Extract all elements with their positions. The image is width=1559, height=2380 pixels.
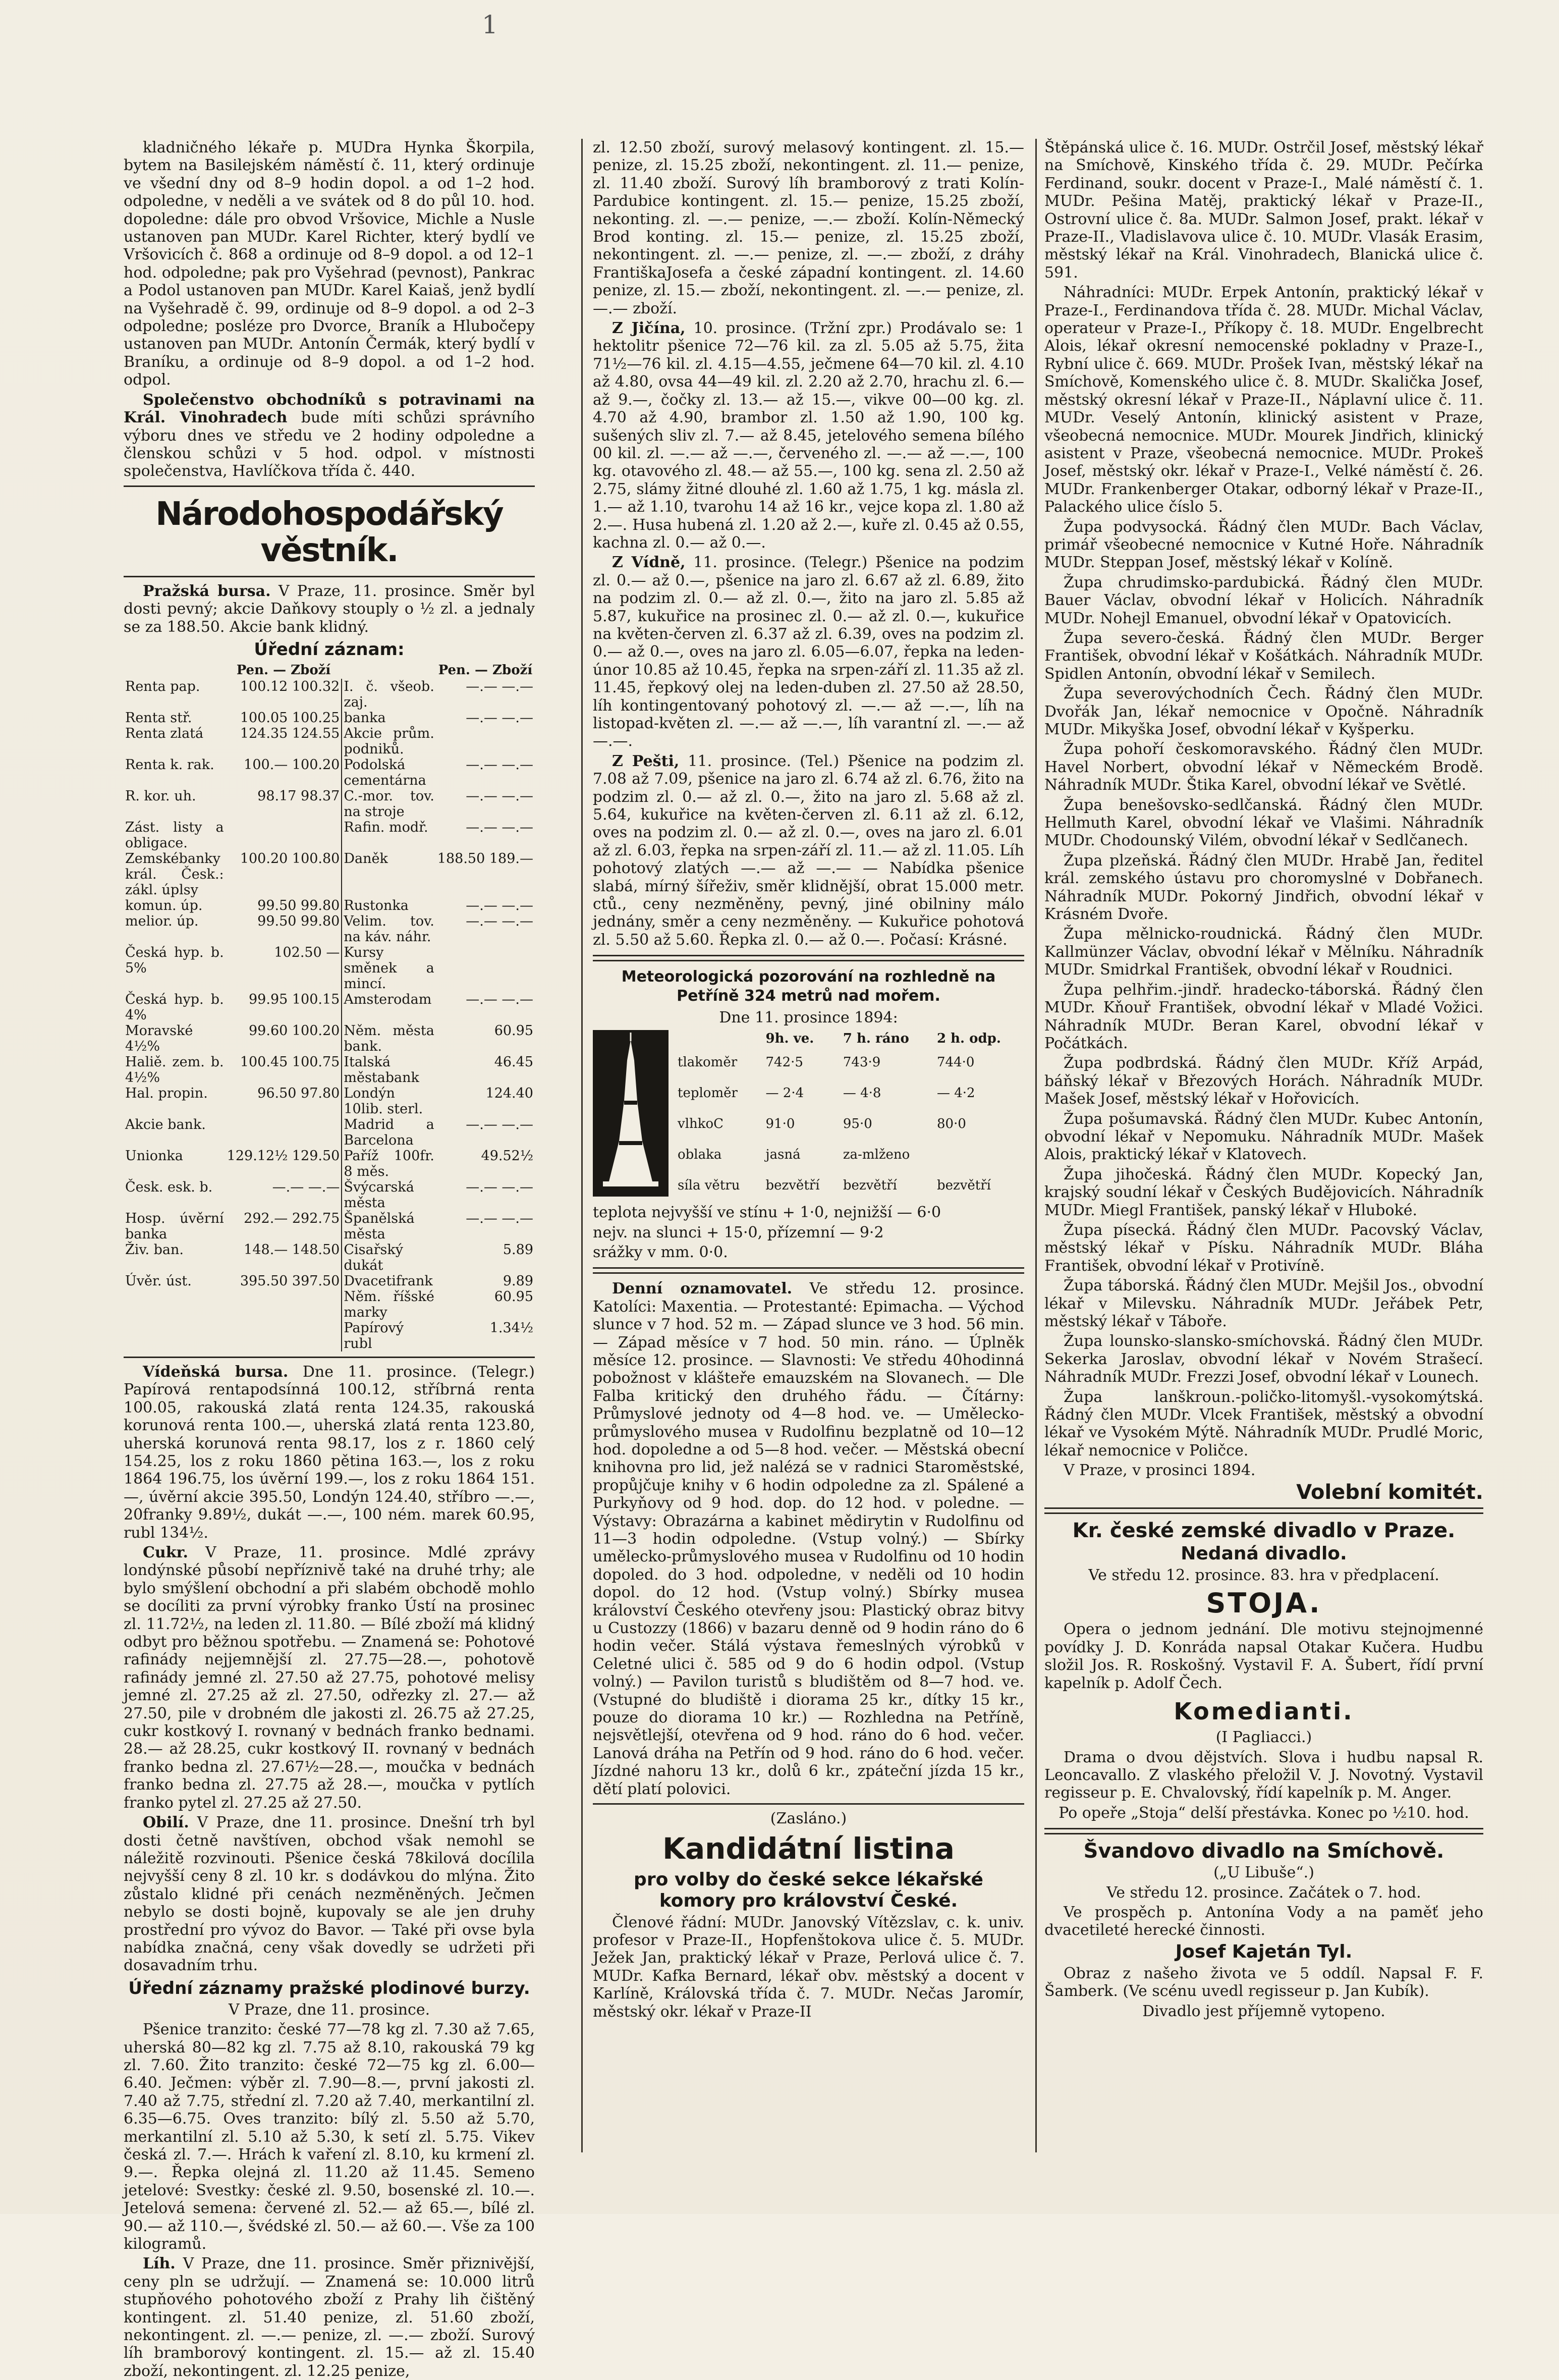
- paragraph: [124, 1814, 535, 1975]
- rate-value-right: —.— —.—: [466, 1210, 533, 1226]
- paragraph: Župa pelhřim.-jindř. hradecko-táborská. Řádný člen MUDr. Kňouř František, obvodní lékař v Mladé Vožici. Náhradník MUDr. Beran Karel, obvodní lékař v Počátkách.: [1044, 981, 1483, 1052]
- rate-label-right: Rustonka: [344, 897, 409, 913]
- rate-value-right: 1.34½: [489, 1320, 533, 1336]
- table-row: [124, 992, 535, 1023]
- rate-value-left: [226, 820, 342, 851]
- table-row: [124, 1289, 535, 1320]
- paragraph: Župa táborská. Řádný člen MUDr. Mejšil Jos., obvodní lékař v Milevsku. Náhradník MUDr. Jeřábek Petr, městský lékař v Táboře.: [1044, 1277, 1483, 1330]
- rate-label-left: Česká hyp. b. 5%: [125, 944, 224, 976]
- rate-value-left: 292.— 292.75: [226, 1211, 342, 1242]
- lead-text: Obilí.: [143, 1814, 189, 1832]
- rate-value-right: 9.89: [503, 1273, 533, 1289]
- table-row: [124, 788, 535, 820]
- show-title: Josef Kajetán Tyl.: [1175, 1941, 1353, 1962]
- paragraph: [593, 319, 1024, 552]
- paragraph: Náhradníci: MUDr. Erpek Antonín, praktický lékař v Praze-I., Ferdinandova třída č. 28. MUDr. Michal Václav, operateur v Praze-I., Příkopy č. 18. MUDr. Engelbrecht Alois, lékař okresní nemocenské pokladny v Praze-I., Rybní ulice č. 669. MUDr. Prošek Ivan, městský lékař na Smíchově, Komenského ulice č. 8. MUDr. Skalička Josef, městský okresní lékař v Praze-II., Náplavní ulice č. 11. MUDr. Veselý Antonín, klinický asistent v Praze, všeobecná nemocnice. MUDr. Mourek Jindřich, klinický asistent v Praze, všeobecná nemocnice. MUDr. Prokeš Josef, městský okr. lékař v Praze-I., Velké náměstí č. 26. MUDr. Frankenberger Otakar, odborný lékař v Praze-II., Palackého ulice číslo 5.: [1044, 284, 1483, 516]
- theatre-note: Po opeře „Stoja“ delší přestávka. Konec po ½10. hod.: [1059, 1804, 1469, 1822]
- lead-text: Cukr.: [143, 1544, 188, 1561]
- divider: [124, 485, 535, 487]
- paragraph: [124, 2255, 535, 2380]
- theatre-note: Divadlo jest příjemně vytopeno.: [1142, 2002, 1385, 2020]
- rate-label-left: Hosp. úvěrní banka: [125, 1210, 224, 1242]
- paragraph: Župa plzeňská. Řádný člen MUDr. Hrabě Jan, ředitel král. zemského ústavu pro choromyslné v Dobřanech. Náhradník MUDr. Pokorný Jindřich, obvodní lékař v Krásném Dvoře.: [1044, 851, 1483, 924]
- show-title: Komedianti.: [1174, 1698, 1354, 1725]
- meteo-value: bezvětří: [843, 1177, 897, 1193]
- column-2: [593, 139, 1024, 2152]
- rate-value-left: 100.— 100.20: [226, 757, 342, 788]
- rate-value-left: 100.12 100.32: [226, 679, 342, 710]
- rate-label-right: Paříž 100fr. 8 měs.: [344, 1148, 434, 1179]
- rate-value-left: [226, 1117, 342, 1148]
- column-1: [124, 139, 535, 2380]
- meteo-block: [593, 1030, 1024, 1201]
- body-text: 10. prosince. (Tržní zpr.) Prodávalo se: 1 hektolitr pšenice 72—76 kil. za zl. 5.05 až 5.75, žita 71½—76 kil. zl. 4.15—4.55, ječmene 64—70 kil. zl. 4.10 až 4.80, ovsa 44—49 kil. zl. 2.20 až 2.70, hrachu zl. 6.— až 9.—, čočky zl. 13.— až 15.—, vikve 00—00 kg. zl. 4.70 až 4.90, brambor zl. 1.50 až 1.90, 100 kg. sušených sliv zl. 7.— až 8.45, jetelového semena bílého 00 kil. zl. —.— až —.—, červeného zl. —.— až —.—, 100 kg. otavového zl. 48.— až 55.—, 100 kg. sena zl. 2.50 až 2.75, slámy žitné dlouhé zl. 1.60 až 1.75, 1 kg. másla zl. 1.— až 1.10, tvarohu 14 až 16 kr., vejce kopa zl. 1.80 až 2.—. Husa hubená zl. 1.20 až 2.—, kuře zl. 0.45 až 0.55, kachna zl. 0.— až 0.—.: [593, 319, 1024, 552]
- paragraph: Župa lounsko-slansko-smíchovská. Řádný člen MUDr. Sekerka Jaroslav, obvodní lékař v Novém Strašecí. Náhradník MUDr. Frezzi Josef, obvodní lékař v Lounech.: [1044, 1332, 1483, 1386]
- rate-label-right: Akcie prům. podniků.: [344, 725, 434, 757]
- theatre-date: Ve středu 12. prosince. Začátek o 7. hod.: [1106, 1883, 1421, 1902]
- rate-value-right: 46.45: [494, 1054, 533, 1070]
- rate-value-left: 129.12½ 129.50: [226, 1148, 342, 1179]
- table-row: [124, 679, 535, 710]
- meteo-column-header: 9h. ve.: [765, 1031, 814, 1046]
- show-subtitle: (I Pagliacci.): [1215, 1728, 1312, 1747]
- meteo-row-label: tlakoměr: [678, 1055, 738, 1070]
- meteo-row: [675, 1139, 1024, 1170]
- rate-value-right: 124.40: [485, 1085, 533, 1101]
- rate-label-left: Renta k. rak.: [125, 756, 214, 773]
- rate-value-left: 100.20 100.80: [226, 851, 342, 898]
- table-row: [124, 1117, 535, 1148]
- meteo-body: [675, 1047, 1024, 1201]
- rate-label-right: Něm. města bank.: [344, 1022, 434, 1054]
- meteo-value: bezvětří: [765, 1177, 820, 1193]
- theatre-title: Švandovo divadlo na Smíchově.: [1083, 1840, 1444, 1863]
- meteo-value: za-mlženo: [843, 1147, 910, 1162]
- paragraph: [593, 1280, 1024, 1798]
- lead-text: Z Pešti,: [612, 752, 680, 770]
- divider: [1044, 1828, 1483, 1834]
- rate-value-left: 148.— 148.50: [226, 1242, 342, 1273]
- meteo-row: [675, 1047, 1024, 1078]
- meteo-column-header: 2 h. odp.: [936, 1031, 1001, 1046]
- theatre-date: Ve středu 12. prosince. 83. hra v předplacení.: [1088, 1566, 1439, 1585]
- meteo-value: 95·0: [843, 1116, 872, 1131]
- table-header-row: [124, 662, 535, 679]
- rate-label-right: Něm. říšské marky: [344, 1288, 434, 1320]
- rate-value-right: —.— —.—: [466, 819, 533, 835]
- rate-label-left: Haliě. zem. b. 4½%: [125, 1054, 224, 1086]
- rates-body: [124, 679, 535, 1351]
- rate-value-right: [436, 945, 535, 992]
- rate-label-right: Italská městabank: [344, 1054, 419, 1086]
- rate-label-right: Rafin. modř.: [344, 819, 428, 835]
- table-row: [124, 1179, 535, 1211]
- divider: [1044, 1507, 1483, 1514]
- body-text: Ve středu 12. prosince. Katolíci: Maxentia. — Protestanté: Epimacha. — Východ slunce v 7 hod. 52 m. — Západ slunce ve 3 hod. 56 min. — Západ měsíce v 7 hod. 50 min. ráno. — Úplněk měsíce 12. prosince. — Slavnosti: Ve středu 40hodinná pobožnost v klášteře emauzském na Slovanech. — Dle Falba kritický den druhého řádu. — Čítárny: Průmyslové jednoty od 4—8 hod. ve. — Umělecko-průmyslového musea v Rudolfinu bezplatně od 10—12 hod. dopoledne a od 5—8 hod. večer. — Městská obecní knihovna pro lid, jež nalézá se v radnici Staroměstské, propůjčuje knihy v 6 hodin odpoledne za zl. Spálené a Purkyňovy od 9 hod. dop. do 12 hod. v poledne. — Výstavy: Obrazárna a kabinet mědirytin v Rudolfinu od 11—3 hodin odpoledne. (Vstup volný.) — Sbírky umělecko-průmyslového musea v Rudolfinu od 10 hodin dopoled. do 3 hod. odpoledne, v neděli od 10 hodin dopol. do 12 hod. (Vstup volný.) Sbírky musea království Českého otevřeny jsou: Plastický obraz bitvy u Custozzy (1866) v bazaru denně od 9 hodin ráno do 6 hodin večer. Stálá výstava řemeslných výrobků v Celetné ulici č. 585 od 9 do 6 hodin odpol. (Vstup volný.) — Pavilon turistů s bludištěm od 8—7 hod. ve. (Vstupné do bludiště i diorama 25 kr., dítky 15 kr., pouze do diorama 10 kr.) — Rozhledna na Petříně, nejsvětlejší, otevřena od 9 hod. ráno do 6 hod. večer. Lanová dráha na Petřín od 9 hod. ráno do 6 hod. večer. Jízdné nahoru 13 kr., dolů 6 kr., zpáteční jízda 15 kr., dětí platí polovici.: [593, 1280, 1024, 1798]
- rate-label-left: Zemskébanky král. Česk.: zákl. úplsy: [125, 850, 224, 898]
- paragraph: Župa chrudimsko-pardubická. Řádný člen MUDr. Bauer Václav, obvodní lékař v Holicích. Náhradník MUDr. Nohejl Emanuel, obvodní lékař v Opatovicích.: [1044, 573, 1483, 627]
- lead-text: Z Vídně,: [612, 554, 686, 572]
- rate-value-left: 395.50 397.50: [226, 1273, 342, 1289]
- rate-label-left: melior. úp.: [125, 913, 199, 929]
- dateline: V Praze, dne 11. prosince.: [228, 2000, 430, 2019]
- rate-label-left: Česká hyp. b. 4%: [125, 991, 224, 1023]
- paragraph: [124, 582, 535, 636]
- rate-value-right: [436, 726, 535, 757]
- rate-label-right: Papírový rubl: [344, 1320, 404, 1351]
- lead-text: Denní oznamovatel.: [612, 1280, 793, 1298]
- rate-value-left: 98.17 98.37: [226, 788, 342, 820]
- paragraph: kladničného lékaře p. MUDra Hynka Škorpila, bytem na Basilejském náměstí č. 11, který ordinuje ve všední dny od 8–9 hodin dopol. a od 1–2 hod. odpoledne, v neděli a ve svátek od 8 do půl 10. hod. dopoledne: dále pro obvod Vršovice, Michle a Nusle ustanoven pan MUDr. Karel Richter, který bydlí ve Vršovicích č. 868 a ordinuje od 8–9 dopol. a od 12–1 hod. odpoledne; pak pro Vyšehrad (pevnost), Pankrac a Podol ustanoven pan MUDr. Karel Kaiaš, jenž bydlí na Vyšehradě č. 99, ordinuje od 8–9 dopol. a od 2–3 odpoledne; posléze pro Dvorce, Braník a Hlubočepy ustanoven pan MUDr. Antonín Čermák, který bydlí v Braníku, a ordinuje od 8–9 dopol. a od 1–2 hod. odpol.: [124, 139, 535, 389]
- rate-value-right: 60.95: [494, 1022, 533, 1039]
- candidate-list-subtitle: pro volby do české sekce lékařské komory pro království České.: [634, 1869, 983, 1911]
- paragraph: Opera o jednom jednání. Dle motivu stejnojmenné povídky J. D. Konráda napsal Otakar Kučera. Hudbu složil Jos. R. Roskošný. Vystavil F. A. Šubert, řídí první kapelník p. Adolf Čech.: [1044, 1620, 1483, 1692]
- rate-label-right: Madrid a Barcelona: [344, 1116, 434, 1148]
- body-text: V Praze, 11. prosince. Mdlé zprávy londýnské působí nepříznivě také na druhé trhy; ale bylo smýšlení obchodní a při slabém obchodě mohlo se docíliti za první výrobky franko Ústí na prosinec zl. 11.72½, na leden zl. 11.80. — Bílé zboží má klidný odbyt pro běžnou spotřebu. — Znamená se: Pohotové rafinády nejjemnější zl. 27.75—28.—, pohotově rafinády jemné zl. 27.50 až 27.75, pohotové melisy jemné zl. 27.25 až zl. 27.50, odřezky zl. 27.— až 27.50, pile v drobném dle jakosti zl. 26.75 až 27.25, cukr kostkový I. rovnaný v bednách franko bednami. 28.— až 28.25, cukr kostkový II. rovnaný v bednách franko bedna zl. 27.67½—28.—, moučka v bednách franko bedna zl. 27.75 až 28.—, moučka v pytlích franko pytel zl. 27.25 až 27.50.: [124, 1544, 535, 1812]
- paragraph: Župa písecká. Řádný člen MUDr. Pacovský Václav, městský lékař v Písku. Náhradník MUDr. Bláha František, obvodní lékař v Protivíně.: [1044, 1221, 1483, 1275]
- rate-label-left: komun. úp.: [125, 897, 203, 913]
- meteo-value: 743·9: [843, 1055, 881, 1070]
- rate-label-right: Londýn 10lib. sterl.: [344, 1085, 423, 1117]
- signature-committee: Volební komitét.: [1296, 1480, 1483, 1504]
- table-row: [124, 710, 535, 726]
- meteo-row: [675, 1170, 1024, 1201]
- rate-label-right: Kursy směnek a mincí.: [344, 944, 434, 992]
- column-3: [1044, 139, 1483, 2152]
- paragraph: Župa jihočeská. Řádný člen MUDr. Kopecký Jan, krajský soudní lékař v Českých Budějovicích. Náhradník MUDr. Miegl František, panský lékař v Hluboké.: [1044, 1165, 1483, 1219]
- divider: [593, 955, 1024, 961]
- rate-value-left: 99.60 100.20: [226, 1023, 342, 1054]
- theatre-subtitle: („U Libuše“.): [1213, 1864, 1314, 1882]
- paragraph: Župa podvysocká. Řádný člen MUDr. Bach Václav, primář všeobecné nemocnice v Kutné Hoře. Náhradník MUDr. Steppan Josef, městský lékař v Kolíně.: [1044, 518, 1483, 572]
- meteo-value: 744·0: [936, 1055, 975, 1070]
- meteo-row-label: oblaka: [678, 1147, 722, 1162]
- rate-value-left: 124.35 124.55: [226, 726, 342, 757]
- meteo-table: [675, 1030, 1024, 1201]
- meteo-value: — 4·2: [936, 1086, 975, 1101]
- table-row: [124, 726, 535, 757]
- paragraph: Drama o dvou dějstvích. Slova i hudbu napsal R. Leoncavallo. Z vlaského přeložil V. J. Novotný. Vystavil regisseur p. E. Chvalovský, řídí kapelník p. M. Anger.: [1044, 1748, 1483, 1802]
- meteo-extra-line: nejv. na slunci + 15·0, přízemní — 9·2: [593, 1223, 884, 1241]
- body-text: V Praze, dne 11. prosince. Dnešní trh byl dosti četně navštíven, obchod však nemohl se náležitě rozvinouti. Pšenice česká 78kilová docílila nejvyšší ceny 8 zl. 10 kr. s dodávkou do mlýna. Žito zůstalo klidné při cenách nezměněných. Ječmen nebylo se dosti bojně, kupovaly se ale jen druhy prostřední pro vývoz do Bavor. — Také při ovse byla nabídka značná, ceny však dovedly se udržeti při dosavadním trhu.: [124, 1814, 535, 1975]
- paragraph: zl. 12.50 zboží, surový melasový kontingent. zl. 15.— penize, zl. 15.25 zboží, nekontingent. zl. 11.— penize, zl. 11.40 zboží. Surový líh bramborový z trati Kolín-Pardubice kontingent. zl. 15.— penize, 15.25 zboží, nekonting. zl. —.— penize, —.— zboží. Kolín-Německý Brod konting. zl. 15.— penize, zl. 15.25 zboží, nekontingent. zl. —.— penize, zl. —.— zboží, z dráhy FrantiškaJosefa a české západní kontingent. zl. 14.60 penize, zl. 15.— zboží, nekontingent. zl. —.— penize, zl. —.— zboží.: [593, 139, 1024, 317]
- rate-value-right: —.— —.—: [466, 756, 533, 773]
- rate-value-right: —.— —.—: [466, 710, 533, 726]
- paragraph: Župa pohoří českomoravského. Řádný člen MUDr. Havel Norbert, obvodní lékař v Německém Brodě. Náhradník MUDr. Štika Karel, obvodní lékař ve Světlé.: [1044, 740, 1483, 794]
- meteo-row: [675, 1078, 1024, 1109]
- rate-label-right: Španělská města: [344, 1210, 415, 1242]
- table-row: [124, 945, 535, 992]
- rate-label-left: Úvěr. úst.: [125, 1273, 192, 1289]
- body-text: 11. prosince. (Telegr.) Pšenice na podzim zl. 0.— až 0.—, pšenice na jaro zl. 6.67 až zl. 6.89, žito na podzim zl. 0.— až zl. 0.—, žito na jaro zl. 5.85 až 5.87, kukuřice na prosinec zl. 0.— až zl. 0.—, kukuřice na květen-červen zl. 6.37 až zl. 6.39, oves na podzim zl. 0.— až 0.—, oves na jaro zl. 6.05—6.07, řepka na leden-únor 10.85 až 10.45, řepka na srpen-září zl. 11.35 až zl. 11.45, řepkový olej na leden-duben zl. 27.50 až 28.50, líh kontingentovaný pohotový zl. —.— až —.—, líh na listopad-květen zl. —.— až —.—, líh varantní zl. —.— až —.—.: [593, 554, 1024, 750]
- zaslano-label: (Zasláno.): [770, 1810, 847, 1828]
- divider: [593, 1803, 1024, 1805]
- rates-heading: Úřední záznam:: [254, 639, 405, 660]
- divider: [593, 1267, 1024, 1274]
- lead-text: Z Jičína,: [612, 319, 686, 338]
- rate-label-left: Česk. esk. b.: [125, 1179, 213, 1195]
- body-text: Dne 11. prosince. (Telegr.) Papírová rentapodsínná 100.12, stříbrná renta 100.05, rakouská zlatá renta 124.35, rakouská korunová renta 100.—, uherská zlatá renta 123.80, uherská korunová renta 98.17, los z r. 1860 celý 154.25, los z roku 1860 pětina 163.—, los z roku 1864 196.75, los úvěrní 199.—, los z roku 1864 151.—, úvěrní akcie 395.50, Londýn 124.40, stříbro —.—, 20franky 9.89½, dukát —.—, 100 ném. marek 60.95, rubl 134½.: [124, 1363, 535, 1542]
- lead-text: Pražská bursa.: [143, 582, 271, 600]
- lead-text: Vídeňská bursa.: [143, 1363, 289, 1381]
- column-header: Pen. — Zboží: [438, 662, 533, 678]
- table-row: [124, 1242, 535, 1273]
- rate-label-right: Podolská cementárna: [344, 756, 426, 788]
- divider: [124, 576, 535, 577]
- rate-label-right: banka: [344, 710, 386, 726]
- table-row: [124, 1023, 535, 1054]
- rate-value-right: —.— —.—: [466, 1179, 533, 1195]
- paragraph: Členové řádní: MUDr. Janovský Vítězslav, c. k. univ. profesor v Praze-II., Hopfenštokova ulice č. 5. MUDr. Ježek Jan, praktický lékař v Praze, Perlová ulice č. 7. MUDr. Kafka Bernard, lékař obv. městský a docent v Karlíně, Královská třída č. 7. MUDr. Nečas Jaromír, městský okr. lékař v Praze-II: [593, 1913, 1024, 2021]
- paragraph: [593, 554, 1024, 750]
- paragraph: Župa podbrdská. Řádný člen MUDr. Kříž Arpád, báňský lékař v Březových Horách. Náhradník MUDr. Mašek Josef, městský lékař v Hořovicích.: [1044, 1054, 1483, 1108]
- body-text: bude míti schůzi správního výboru dnes ve středu ve 2 hodiny odpoledne a členskou schůzi v 5 hod. odpol. v místnosti společenstva, Havlíčkova třída č. 440.: [124, 409, 535, 480]
- paragraph: Župa mělnicko-roudnická. Řádný člen MUDr. Kallmünzer Václav, obvodní lékař v Mělníku. Náhradník MUDr. Smidrkal František, obvodní lékař v Roudnici.: [1044, 925, 1483, 979]
- table-row: [124, 851, 535, 898]
- table-row: [124, 1054, 535, 1086]
- rate-label-right: Daněk: [344, 850, 388, 867]
- meteo-row-label: teploměr: [678, 1086, 738, 1101]
- meteo-value: 742·5: [765, 1055, 803, 1070]
- page-corner-mark: 1: [482, 10, 498, 39]
- divider: [124, 1357, 535, 1358]
- table-row: [124, 1320, 535, 1351]
- paragraph: [124, 1363, 535, 1542]
- rate-value-left: 99.50 99.80: [226, 913, 342, 945]
- paragraph: [124, 1544, 535, 1812]
- rate-label-right: Cisařský dukát: [344, 1241, 403, 1273]
- rate-value-right: 49.52½: [481, 1148, 533, 1164]
- column-header: Pen. — Zboží: [236, 662, 331, 678]
- rate-label-left: Unionka: [125, 1148, 183, 1164]
- meteo-value: jasná: [765, 1147, 801, 1162]
- rate-value-right: 5.89: [503, 1241, 533, 1258]
- paragraph: Župa severo-česká. Řádný člen MUDr. Berger František, obvodní lékař v Košátkách. Náhradník MUDr. Spidlen Antonín, obvodní lékař v Semilech.: [1044, 629, 1483, 683]
- theatre-subtitle: Nedaná divadlo.: [1181, 1543, 1347, 1564]
- rate-value-right: —.— —.—: [466, 788, 533, 804]
- rate-label-left: Renta pap.: [125, 678, 200, 694]
- body-text: 11. prosince. (Tel.) Pšenice na podzim zl. 7.08 až 7.09, pšenice na jaro zl. 6.74 až zl. 6.76, žito na podzim zl. 0.— až zl. 0.—, žito na jaro zl. 5.68 až zl. 5.64, kukuřice na květen-červen zl. 6.11 až zl. 6.12, oves na podzim zl. 0.— až zl. 0.—, oves na jaro zl. 6.01 až zl. 6.03, řepka na srpen-září zl. 11.— až zl. 11.05. Líh pohotový zlatých —.— až —.— — Nabídka pšenice slabá, mírný šířeživ, směr klidnější, obrat 15.000 metr. ctů., ceny nezměněny, pevný, jiné obilniny málo jednány, směr a ceny nezměněny. — Kukuřice pohotová zl. 5.50 až 5.60. Řepka zl. 0.— až 0.—. Počasí: Krásné.: [593, 752, 1024, 949]
- rate-label-left: Moravské 4½%: [125, 1022, 193, 1054]
- rate-value-left: [226, 1320, 342, 1351]
- rate-label-right: Dvacetifrank: [344, 1273, 433, 1289]
- rate-value-left: 99.95 100.15: [226, 992, 342, 1023]
- rate-value-right: —.— —.—: [466, 1116, 533, 1132]
- rate-label-left: Hal. propin.: [125, 1085, 208, 1101]
- meteo-column-header: 7 h. ráno: [843, 1031, 909, 1046]
- rate-label-left: Živ. ban.: [125, 1241, 184, 1258]
- candidate-list-title: Kandidátní listina: [662, 1831, 955, 1866]
- meteo-value: — 4·8: [843, 1086, 881, 1101]
- lead-text: Společenstvo obchodníků s potravinami na Král. Vinohradech: [124, 391, 535, 427]
- table-row: [124, 1211, 535, 1242]
- table-row: [124, 913, 535, 945]
- meteo-extra-line: srážky v mm. 0·0.: [593, 1243, 728, 1261]
- rate-label-right: I. č. všeob. zaj.: [344, 678, 434, 710]
- paragraph: Župa lanškroun.-poličko-litomyšl.-vysokomýtská. Řádný člen MUDr. Vlcek František, městský a obvodní lékař ve Vysokém Mýtě. Náhradník MUDr. Prudlé Moric, lékař nemocnice v Poličce.: [1044, 1388, 1483, 1459]
- subsection-title: Úřední záznamy pražské plodinové burzy.: [128, 1978, 530, 1998]
- meteo-row-label: vlhkoC: [678, 1116, 724, 1131]
- table-row: [124, 820, 535, 851]
- table-row: [124, 1086, 535, 1117]
- rate-value-left: 102.50 —: [226, 945, 342, 992]
- column-divider: [1035, 139, 1037, 2152]
- meteo-extra: [593, 1204, 1024, 1261]
- rate-label-left: Renta zlatá: [125, 725, 204, 741]
- rate-value-right: —.— —.—: [466, 913, 533, 929]
- paragraph: Ve prospěch p. Antonína Vody a na paměť jeho dvacetileté herecké činnosti.: [1044, 1903, 1483, 1939]
- rate-value-left: 100.45 100.75: [226, 1054, 342, 1086]
- rate-label-left: R. kor. uh.: [125, 788, 196, 804]
- meteo-row-label: síla větru: [678, 1177, 740, 1193]
- rate-value-right: —.— —.—: [466, 678, 533, 694]
- rate-label-right: Švýcarská města: [344, 1179, 414, 1211]
- exchange-rates-table: [124, 662, 535, 1351]
- petrin-tower-icon: [593, 1030, 669, 1201]
- meteo-value: bezvětří: [936, 1177, 991, 1193]
- rate-value-left: —.— —.—: [226, 1179, 342, 1211]
- theatre-title: Kr. české zemské divadlo v Praze.: [1072, 1519, 1456, 1543]
- dateline: V Praze, v prosinci 1894.: [1064, 1462, 1256, 1480]
- rate-label-right: Velim. tov. na káv. náhr.: [344, 913, 434, 945]
- meteo-row: [675, 1108, 1024, 1139]
- rate-value-right: 188.50 189.—: [437, 850, 533, 867]
- meteo-extra-line: teplota nejvyšší ve stínu + 1·0, nejnižší — 6·0: [593, 1204, 941, 1222]
- rate-label-left: Renta stř.: [125, 710, 192, 726]
- section-title: Národohospodářský věstník.: [155, 495, 503, 569]
- rate-label-left: Akcie bank.: [125, 1116, 206, 1132]
- meteo-value: [934, 1139, 1024, 1170]
- meteo-title: Meteorologická pozorování na rozhledně na Petříně 324 metrů nad mořem.: [621, 968, 996, 1005]
- paragraph: Župa pošumavská. Řádný člen MUDr. Kubec Antonín, obvodní lékař v Nepomuku. Náhradník MUDr. Mašek Alois, praktický lékař v Klatovech.: [1044, 1110, 1483, 1164]
- paragraph: Župa benešovsko-sedlčanská. Řádný člen MUDr. Hellmuth Karel, obvodní lékař ve Vlašimi. Náhradník MUDr. Chodounský Vilém, obvodní lékař v Sedlčanech.: [1044, 796, 1483, 850]
- table-row: [124, 1273, 535, 1289]
- paragraph: Štěpánská ulice č. 16. MUDr. Ostrčil Josef, městský lékař na Smíchově, Kinského třída č. 29. MUDr. Pečírka Ferdinand, soukr. docent v Praze-I., Malé náměstí č. 1. MUDr. Pešina Matěj, praktický lékař v Praze-II., Ostrovní ulice č. 8a. MUDr. Salmon Josef, prakt. lékař v Praze-II., Vladislavova ulice č. 10. MUDr. Vlasák Erasim, městský lékař na Král. Vinohradech, Blanická ulice č. 591.: [1044, 139, 1483, 282]
- meteo-value: 80·0: [936, 1116, 966, 1131]
- paragraph: Obraz z našeho života ve 5 oddíl. Napsal F. F. Šamberk. (Ve scénu uvedl regisseur p. Jan Kubík).: [1044, 1964, 1483, 2000]
- meteo-value: 91·0: [765, 1116, 795, 1131]
- body-text: V Praze, 11. prosince. Směr byl dosti pevný; akcie Daňkovy stouply o ½ zl. a jednaly se za 188.50. Akcie bank klidný.: [124, 582, 535, 636]
- table-row: [124, 1148, 535, 1179]
- rate-label-left: Zást. listy a obligace.: [125, 819, 224, 851]
- rate-label-right: Amsterodam: [344, 991, 432, 1007]
- rate-label-left: [124, 1320, 226, 1351]
- rate-value-right: —.— —.—: [466, 897, 533, 913]
- rate-value-left: 100.05 100.25: [226, 710, 342, 726]
- rate-value-left: 99.50 99.80: [226, 898, 342, 913]
- rate-label-left: [124, 1289, 226, 1320]
- table-row: [124, 757, 535, 788]
- rate-value-right: 60.95: [494, 1288, 533, 1305]
- meteo-header-row: [675, 1030, 1024, 1047]
- meteo-date: Dne 11. prosince 1894:: [719, 1009, 898, 1027]
- paragraph: [593, 752, 1024, 949]
- rate-label-right: C.-mor. tov. na stroje: [344, 788, 434, 820]
- paragraph: Pšenice tranzito: české 77—78 kg zl. 7.30 až 7.65, uherská 80—82 kg zl. 7.75 až 8.10, rakouská 79 kg zl. 7.60. Žito tranzito: české 72—75 kg zl. 6.00—6.40. Ječmen: výběr zl. 7.90—8.—, první jakosti zl. 7.40 až 7.75, střední zl. 7.20 až 7.40, merkantilní zl. 6.35—6.75. Oves tranzito: bílý zl. 5.50 až 5.70, merkantilní zl. 5.10 až 5.30, k setí zl. 5.75. Vikev česká zl. 7.—. Hrách k vaření zl. 8.10, ku krmení zl. 9.—. Řepka olejná zl. 11.20 až 11.45. Semeno jetelové: Svestky: české zl. 9.50, bosenské zl. 10.—. Jetelová semena: červené zl. 52.— až 65.—, bílé zl. 90.— až 110.—, švédské zl. 50.— až 60.—. Vše za 100 kilogramů.: [124, 2021, 535, 2253]
- meteo-value: — 2·4: [765, 1086, 804, 1101]
- lead-text: Líh.: [143, 2255, 176, 2273]
- rate-value-left: [226, 1289, 342, 1320]
- column-divider: [581, 139, 583, 2152]
- show-title: STOJA.: [1206, 1587, 1322, 1619]
- rate-value-right: —.— —.—: [466, 991, 533, 1007]
- paragraph: Župa severovýchodních Čech. Řádný člen MUDr. Dvořák Jan, lékař nemocnice v Opočně. Náhradník MUDr. Mikyška Josef, obvodní lékař v Kyšperku.: [1044, 685, 1483, 738]
- rate-value-left: 96.50 97.80: [226, 1086, 342, 1117]
- paragraph: [124, 391, 535, 480]
- body-text: V Praze, dne 11. prosince. Směr přiznivější, ceny pln se udržují. — Znamená se: 10.000 litrů stupňového pohotového zboží z Prahy lih čištěný kontingent. zl. 51.40 penize, zl. 51.60 zboží, nekontingent. zl. —.— penize, zl. —.— zboží. Surový líh bramborový kontingent. zl. 15.— až zl. 15.40 zboží, nekontingent. zl. 12.25 penize,: [124, 2255, 535, 2380]
- table-row: [124, 898, 535, 913]
